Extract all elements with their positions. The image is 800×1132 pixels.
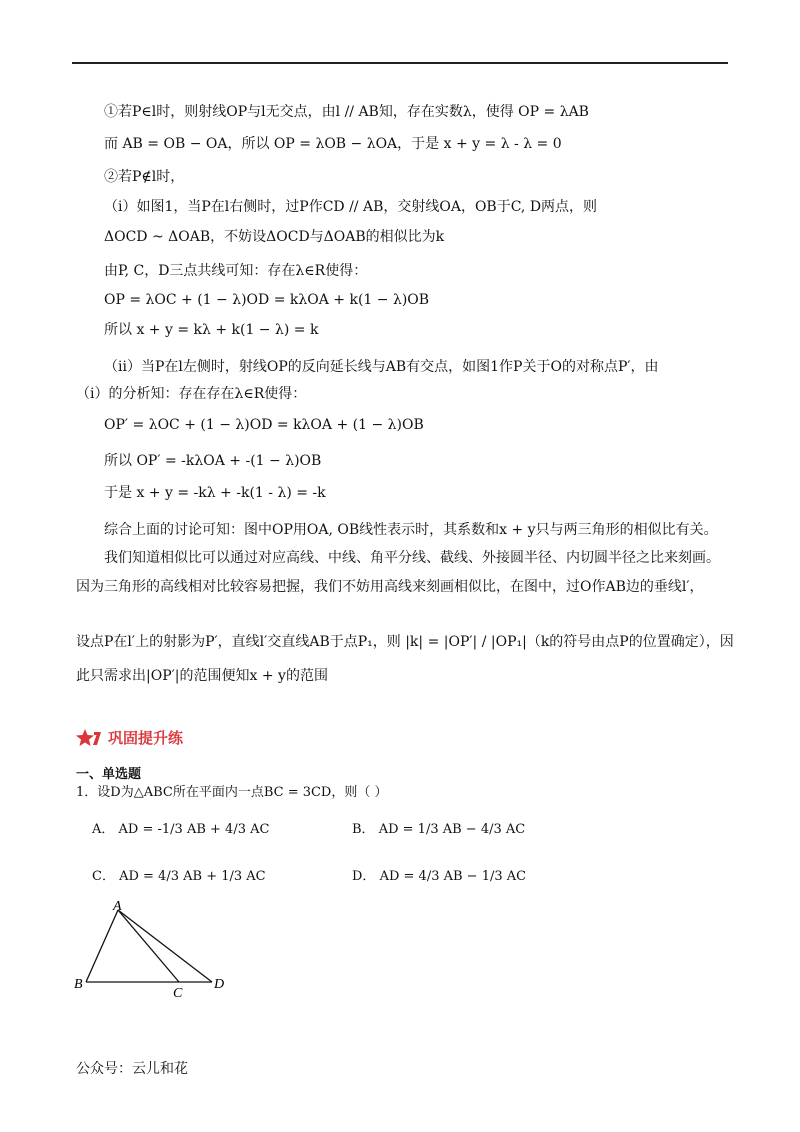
text-line: ΔOCD ~ ΔOAB，不妨设ΔOCD与ΔOAB的相似比为k [104, 229, 445, 245]
option-label: B． [352, 822, 375, 837]
option-b [352, 818, 525, 837]
text-line: 于是 x + y = -kλ + -k(1 - λ) = -k [104, 485, 326, 501]
point-label-a: A [113, 899, 122, 914]
option-label: D． [352, 869, 376, 884]
text-line: 此只需求出|OP′|的范围便知x + y的范围 [76, 668, 328, 684]
text-line: 由P, C，D三点共线可知：存在λ∈R使得： [104, 263, 368, 279]
option-text: AD = 4/3 AB + 1/3 AC [119, 869, 266, 884]
header-rule [72, 62, 728, 64]
text-line: 综合上面的讨论可知：图中OP用OA, OB线性表示时，其系数和x + y只与两三角形的相似比有关。 [104, 522, 718, 538]
text-line: ②若P∉l时， [104, 169, 185, 185]
text-line: 而 AB = OB − OA，所以 OP = λOB − λOA，于是 x + y = λ - λ = 0 [104, 136, 562, 152]
segment-ab [86, 910, 118, 982]
star-icon [76, 728, 102, 748]
section-title [76, 727, 183, 748]
question-1: 1．设D为△ABC所在平面内一点BC = 3CD，则（ ） [76, 785, 388, 800]
segment-ac [118, 910, 179, 982]
text-line: ①若P∈l时，则射线OP与l无交点，由l // AB知，存在实数λ，使得 OP = λAB [104, 104, 589, 120]
text-line: 我们知道相似比可以通过对应高线、中线、角平分线、截线、外接圆半径、内切圆半径之比来刻画。 [104, 550, 720, 566]
footer-text: 公众号：云儿和花 [76, 1061, 188, 1077]
option-text: AD = -1/3 AB + 4/3 AC [118, 822, 270, 837]
text-line: （i）的分析知：存在存在λ∈R使得： [76, 386, 307, 402]
subheading: 一、单选题 [76, 767, 142, 782]
point-label-c: C [173, 986, 183, 1001]
text-line: （ii）当P在l左侧时，射线OP的反向延长线与AB有交点，如图1作P关于O的对称点P′，由 [104, 359, 659, 375]
text-line: 所以 x + y = kλ + k(1 − λ) = k [104, 322, 319, 338]
text-line: OP′ = λOC + (1 − λ)OD = kλOA + (1 − λ)OB [104, 417, 424, 433]
option-label: A． [92, 822, 115, 837]
option-label: C． [92, 869, 115, 884]
point-label-d: D [214, 977, 225, 992]
segment-ad [118, 910, 212, 982]
text-line: OP = λOC + (1 − λ)OD = kλOA + k(1 − λ)OB [104, 292, 430, 308]
text-line: 因为三角形的高线相对比较容易把握，我们不妨用高线来刻画相似比，在图中，过O作AB边的垂线l′， [76, 579, 704, 595]
section-title-text: 巩固提升练 [108, 729, 184, 747]
option-text: AD = 1/3 AB − 4/3 AC [378, 822, 526, 837]
text-line: 所以 OP′ = -kλOA + -(1 − λ)OB [104, 453, 322, 469]
text-line: （i）如图1，当P在l右侧时，过P作CD // AB，交射线OA，OB于C, D两点，则 [104, 199, 598, 215]
option-text: AD = 4/3 AB − 1/3 AC [379, 869, 527, 884]
point-label-b: B [74, 977, 83, 992]
option-d [352, 865, 526, 884]
text-line: 设点P在l′上的射影为P′，直线l′交直线AB于点P₁，则 |k| = |OP′| / |OP₁|（k的符号由点P的位置确定），因 [76, 634, 734, 650]
option-a [92, 818, 269, 837]
triangle-figure [66, 896, 236, 1002]
option-c [92, 865, 266, 884]
